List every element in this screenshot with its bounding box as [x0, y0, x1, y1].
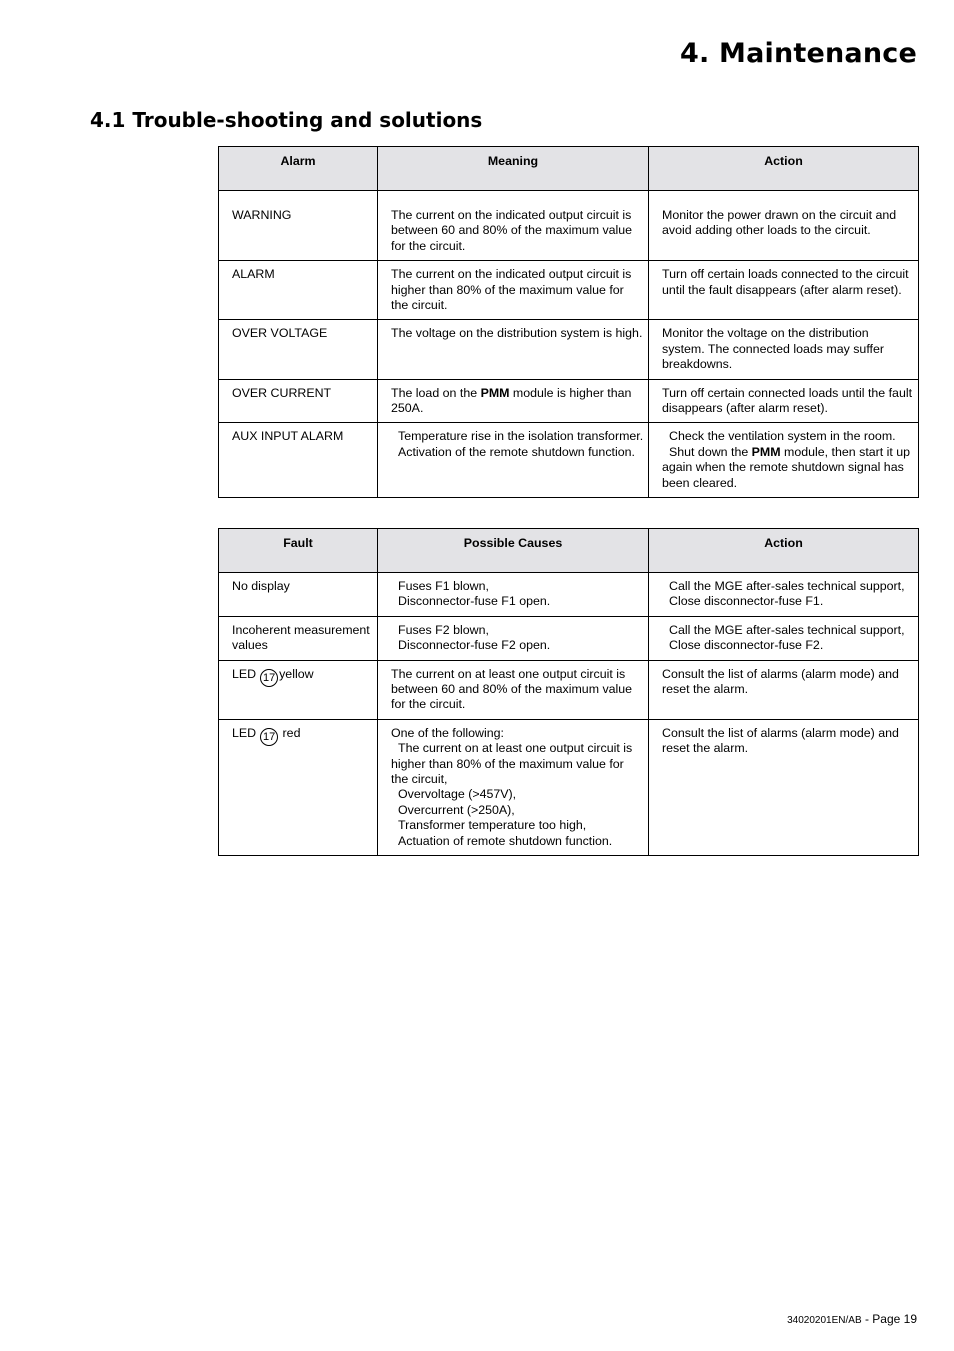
led-color: red — [279, 725, 301, 740]
table-header-row — [219, 147, 919, 191]
cause-line: Fuses F2 blown, — [398, 622, 489, 637]
causes-cell: The current on at least one output circuit is between 60 and 80% of the maximum value for the circuit. — [378, 660, 649, 719]
action-line: Close disconnector-fuse F1. — [669, 594, 824, 609]
fault-cell: Incoherent measurement values — [219, 616, 378, 660]
column-header-action: Action — [649, 529, 919, 573]
action-cell: Consult the list of alarms (alarm mode) and reset the alarm. — [649, 719, 919, 855]
alarm-cell: OVER CURRENT — [219, 379, 378, 423]
table-row — [219, 423, 919, 498]
table-row — [219, 261, 919, 320]
pmm-term: PMM — [751, 444, 781, 459]
causes-cell — [378, 616, 649, 660]
meaning-cell: The voltage on the distribution system is high. — [378, 320, 649, 379]
meaning-cell — [378, 379, 649, 423]
page-footer — [787, 1312, 917, 1326]
meaning-cell: The current on the indicated output circuit is higher than 80% of the maximum value for the circuit. — [378, 261, 649, 320]
cause-intro: One of the following: — [391, 725, 504, 740]
cause-line: Actuation of remote shutdown function. — [398, 833, 613, 848]
action-cell — [649, 616, 919, 660]
action-line: Call the MGE after-sales technical support, — [669, 579, 905, 593]
led-number-badge: 17 — [260, 728, 278, 746]
fault-cell — [219, 719, 378, 855]
page-number: - Page 19 — [861, 1312, 917, 1326]
led-number-badge: 17 — [260, 669, 278, 687]
cause-line: Overcurrent (>250A), — [398, 802, 515, 817]
meaning-cell: The current on the indicated output circuit is between 60 and 80% of the maximum value for the circuit. — [378, 191, 649, 261]
led-label: LED — [232, 725, 257, 740]
cause-line: Disconnector-fuse F2 open. — [398, 638, 551, 653]
cause-line: The current on at least one output circuit is higher than 80% of the maximum value for the circuit, — [391, 741, 633, 787]
causes-cell — [378, 573, 649, 617]
action-line: Close disconnector-fuse F2. — [669, 638, 824, 653]
chapter-title: 4. Maintenance — [679, 38, 917, 69]
table-row — [219, 719, 919, 855]
meaning-line: Temperature rise in the isolation transformer. — [398, 429, 644, 444]
fault-cell: No display — [219, 573, 378, 617]
column-header-causes: Possible Causes — [378, 529, 649, 573]
doc-code: 34020201EN/AB — [787, 1315, 862, 1326]
table-row — [219, 616, 919, 660]
table-header-row — [219, 529, 919, 573]
cause-line: Fuses F1 blown, — [398, 579, 489, 593]
action-cell: Monitor the power drawn on the circuit and avoid adding other loads to the circuit. — [649, 191, 919, 261]
alarm-cell: AUX INPUT ALARM — [219, 423, 378, 498]
fault-table — [218, 528, 919, 856]
action-text: Shut down the — [669, 444, 752, 459]
action-cell — [649, 423, 919, 498]
table-row — [219, 573, 919, 617]
led-label: LED — [232, 666, 257, 681]
meaning-text: The load on the — [391, 385, 481, 400]
action-line: Call the MGE after-sales technical support, — [669, 622, 905, 637]
alarm-cell: WARNING — [219, 191, 378, 261]
column-header-alarm: Alarm — [219, 147, 378, 191]
action-cell: Consult the list of alarms (alarm mode) and reset the alarm. — [649, 660, 919, 719]
pmm-term: PMM — [480, 385, 510, 400]
column-header-meaning: Meaning — [378, 147, 649, 191]
column-header-fault: Fault — [219, 529, 378, 573]
action-cell — [649, 573, 919, 617]
meaning-text: module is higher than 250A. — [391, 385, 632, 416]
alarm-cell: ALARM — [219, 261, 378, 320]
alarm-cell: OVER VOLTAGE — [219, 320, 378, 379]
cause-line: Transformer temperature too high, — [398, 818, 587, 833]
table-row — [219, 320, 919, 379]
meaning-cell — [378, 423, 649, 498]
table-row — [219, 379, 919, 423]
column-header-action: Action — [649, 147, 919, 191]
meaning-line: Activation of the remote shutdown function. — [398, 444, 635, 459]
table-row — [219, 191, 919, 261]
causes-cell — [378, 719, 649, 855]
led-color: yellow — [279, 666, 314, 681]
table-row — [219, 660, 919, 719]
action-line: Check the ventilation system in the room. — [669, 429, 896, 444]
action-cell: Turn off certain connected loads until the fault disappears (after alarm reset). — [649, 379, 919, 423]
action-cell: Turn off certain loads connected to the circuit until the fault disappears (after alarm reset). — [649, 261, 919, 320]
action-text: module, then start it up again when the remote shutdown signal has been cleared. — [662, 444, 911, 490]
cause-line: Overvoltage (>457V), — [398, 787, 517, 802]
alarm-table — [218, 146, 919, 498]
section-title: 4.1 Trouble-shooting and solutions — [90, 108, 483, 132]
action-cell: Monitor the voltage on the distribution system. The connected loads may suffer breakdowns. — [649, 320, 919, 379]
fault-cell — [219, 660, 378, 719]
cause-line: Disconnector-fuse F1 open. — [398, 594, 551, 609]
